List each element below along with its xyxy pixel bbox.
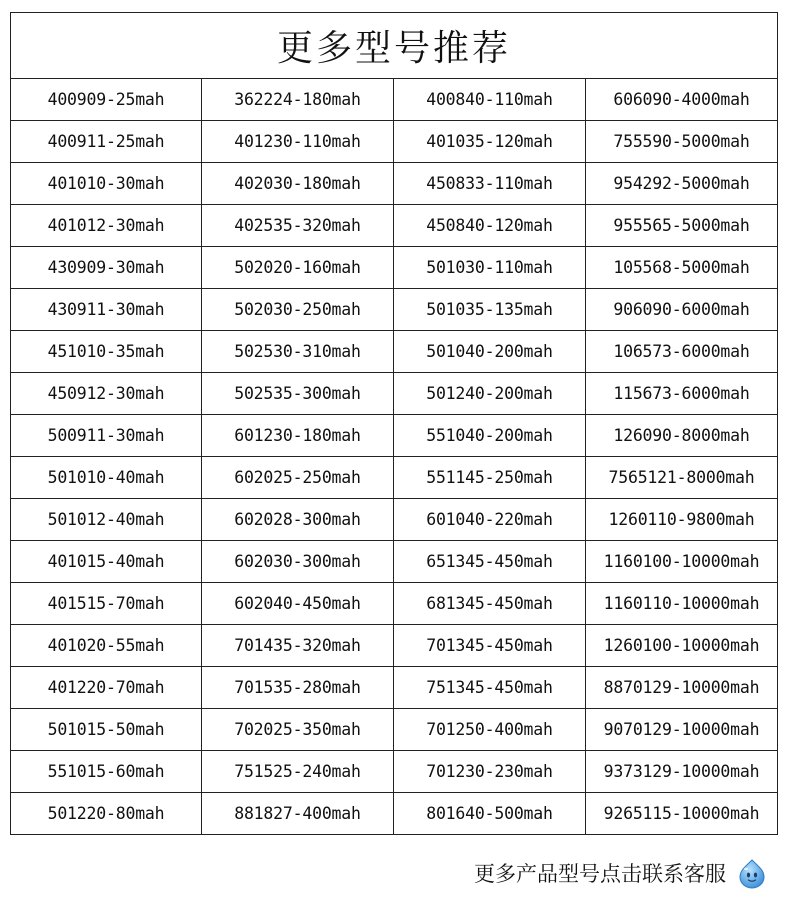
table-row bbox=[11, 247, 778, 289]
model-cell: 1160110-10000mah bbox=[586, 583, 778, 625]
model-cell: 702025-350mah bbox=[202, 709, 394, 751]
table-body bbox=[11, 79, 778, 835]
model-cell: 502030-250mah bbox=[202, 289, 394, 331]
model-cell: 401010-30mah bbox=[11, 163, 202, 205]
model-cell: 401035-120mah bbox=[394, 121, 586, 163]
model-cell: 126090-8000mah bbox=[586, 415, 778, 457]
model-cell: 402030-180mah bbox=[202, 163, 394, 205]
model-cell: 105568-5000mah bbox=[586, 247, 778, 289]
model-cell: 115673-6000mah bbox=[586, 373, 778, 415]
model-cell: 751345-450mah bbox=[394, 667, 586, 709]
model-cell: 501240-200mah bbox=[394, 373, 586, 415]
model-cell: 955565-5000mah bbox=[586, 205, 778, 247]
model-cell: 701250-400mah bbox=[394, 709, 586, 751]
model-cell: 601040-220mah bbox=[394, 499, 586, 541]
table-row bbox=[11, 457, 778, 499]
model-cell: 502530-310mah bbox=[202, 331, 394, 373]
model-cell: 602028-300mah bbox=[202, 499, 394, 541]
model-cell: 606090-4000mah bbox=[586, 79, 778, 121]
model-cell: 9373129-10000mah bbox=[586, 751, 778, 793]
customer-service-icon[interactable] bbox=[736, 857, 768, 889]
model-cell: 1160100-10000mah bbox=[586, 541, 778, 583]
model-cell: 906090-6000mah bbox=[586, 289, 778, 331]
model-cell: 701345-450mah bbox=[394, 625, 586, 667]
table-row bbox=[11, 793, 778, 835]
table-row bbox=[11, 667, 778, 709]
model-cell: 501015-50mah bbox=[11, 709, 202, 751]
contact-service-text[interactable]: 更多产品型号点击联系客服 bbox=[474, 862, 726, 886]
table-row bbox=[11, 373, 778, 415]
model-cell: 755590-5000mah bbox=[586, 121, 778, 163]
model-cell: 881827-400mah bbox=[202, 793, 394, 835]
model-cell: 1260110-9800mah bbox=[586, 499, 778, 541]
model-cell: 502535-300mah bbox=[202, 373, 394, 415]
model-cell: 450912-30mah bbox=[11, 373, 202, 415]
model-cell: 401015-40mah bbox=[11, 541, 202, 583]
table-row bbox=[11, 79, 778, 121]
table-row bbox=[11, 499, 778, 541]
model-cell: 400911-25mah bbox=[11, 121, 202, 163]
table-title: 更多型号推荐 bbox=[11, 13, 778, 79]
table-row bbox=[11, 583, 778, 625]
model-cell: 602040-450mah bbox=[202, 583, 394, 625]
model-table bbox=[10, 12, 778, 835]
model-cell: 401515-70mah bbox=[11, 583, 202, 625]
model-cell: 401020-55mah bbox=[11, 625, 202, 667]
table-row bbox=[11, 709, 778, 751]
model-cell: 401220-70mah bbox=[11, 667, 202, 709]
table-row bbox=[11, 541, 778, 583]
model-table-container bbox=[10, 12, 777, 835]
model-cell: 551015-60mah bbox=[11, 751, 202, 793]
table-row bbox=[11, 163, 778, 205]
model-cell: 801640-500mah bbox=[394, 793, 586, 835]
model-cell: 501010-40mah bbox=[11, 457, 202, 499]
model-cell: 106573-6000mah bbox=[586, 331, 778, 373]
model-cell: 402535-320mah bbox=[202, 205, 394, 247]
model-cell: 401012-30mah bbox=[11, 205, 202, 247]
model-cell: 502020-160mah bbox=[202, 247, 394, 289]
model-cell: 501040-200mah bbox=[394, 331, 586, 373]
model-cell: 400840-110mah bbox=[394, 79, 586, 121]
model-cell: 501220-80mah bbox=[11, 793, 202, 835]
contact-service-bar[interactable] bbox=[474, 853, 768, 893]
model-cell: 751525-240mah bbox=[202, 751, 394, 793]
model-cell: 551145-250mah bbox=[394, 457, 586, 499]
model-cell: 501035-135mah bbox=[394, 289, 586, 331]
table-row bbox=[11, 751, 778, 793]
model-cell: 500911-30mah bbox=[11, 415, 202, 457]
table-row bbox=[11, 331, 778, 373]
model-cell: 451010-35mah bbox=[11, 331, 202, 373]
table-row bbox=[11, 205, 778, 247]
model-cell: 651345-450mah bbox=[394, 541, 586, 583]
table-row bbox=[11, 625, 778, 667]
table-row bbox=[11, 415, 778, 457]
model-cell: 450833-110mah bbox=[394, 163, 586, 205]
model-cell: 8870129-10000mah bbox=[586, 667, 778, 709]
model-cell: 9265115-10000mah bbox=[586, 793, 778, 835]
model-cell: 501012-40mah bbox=[11, 499, 202, 541]
model-cell: 430911-30mah bbox=[11, 289, 202, 331]
table-row bbox=[11, 121, 778, 163]
model-cell: 701535-280mah bbox=[202, 667, 394, 709]
model-cell: 400909-25mah bbox=[11, 79, 202, 121]
model-cell: 954292-5000mah bbox=[586, 163, 778, 205]
model-cell: 450840-120mah bbox=[394, 205, 586, 247]
model-cell: 1260100-10000mah bbox=[586, 625, 778, 667]
model-cell: 501030-110mah bbox=[394, 247, 586, 289]
model-cell: 551040-200mah bbox=[394, 415, 586, 457]
model-cell: 7565121-8000mah bbox=[586, 457, 778, 499]
table-row bbox=[11, 289, 778, 331]
model-cell: 602025-250mah bbox=[202, 457, 394, 499]
model-cell: 430909-30mah bbox=[11, 247, 202, 289]
model-cell: 601230-180mah bbox=[202, 415, 394, 457]
model-cell: 701435-320mah bbox=[202, 625, 394, 667]
model-cell: 401230-110mah bbox=[202, 121, 394, 163]
model-cell: 362224-180mah bbox=[202, 79, 394, 121]
model-cell: 701230-230mah bbox=[394, 751, 586, 793]
model-cell: 602030-300mah bbox=[202, 541, 394, 583]
model-cell: 9070129-10000mah bbox=[586, 709, 778, 751]
model-cell: 681345-450mah bbox=[394, 583, 586, 625]
